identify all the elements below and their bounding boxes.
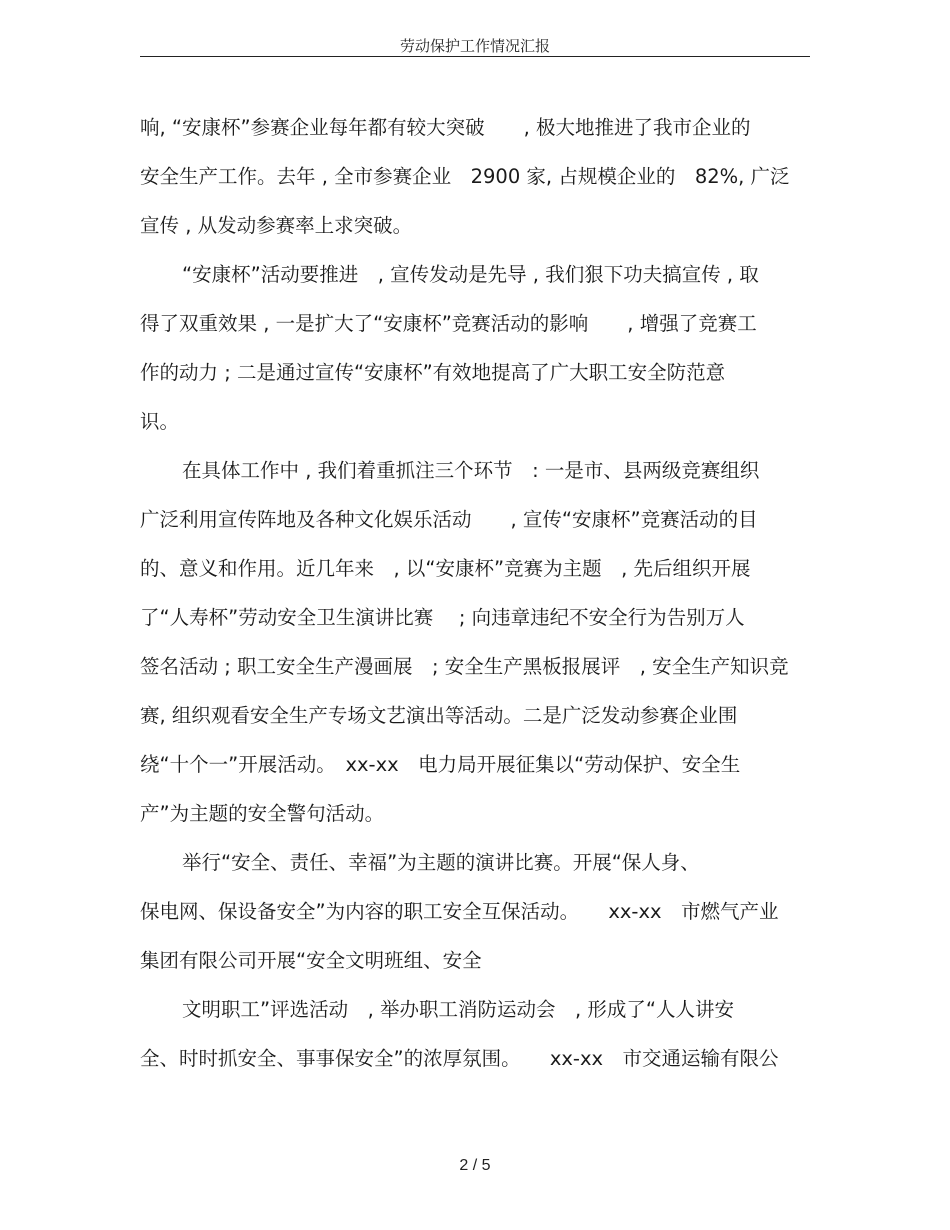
text-line: 绕“十个一”开展活动。 xx-xx 电力局开展征集以“劳动保护、安全生 [140,753,741,776]
text-line: 响, “安康杯”参赛企业每年都有较大突破 , 极大地推进了我市企业的 [140,116,751,139]
page-number: 2 / 5 [459,1157,491,1174]
text-line: 在具体工作中 , 我们着重抓注三个环节 : 一是市、县两级竞赛组织 [182,459,760,482]
text-line: 保电网、保设备安全”为内容的职工安全互保活动。 xx-xx 市燃气产业 [140,900,779,923]
text-line: 安全生产工作。去年 , 全市参赛企业 2900 家, 占规模企业的 82%, 广泛 [140,165,790,188]
text-line: 产”为主题的安全警句活动。 [140,802,385,825]
text-line: 赛, 组织观看安全生产专场文艺演出等活动。二是广泛发动参赛企业围 [140,704,738,727]
text-line: 得了双重效果 , 一是扩大了“安康杯”竞赛活动的影响 , 增强了竞赛工 [140,312,757,335]
text-line: 作的动力 ; 二是通过宣传“安康杯”有效地提高了广大职工安全防范意 [140,361,726,384]
text-line: 广泛利用宣传阵地及各种文化娱乐活动 , 宣传“安康杯”竞赛活动的目 [140,508,758,531]
text-line: 全、时时抓安全、事事保安全”的浓厚氛围。 xx-xx 市交通运输有限公 [140,1047,779,1070]
text-line: “安康杯”活动要推进 , 宣传发动是先导 , 我们狠下功夫搞宣传 , 取 [182,263,759,286]
text-line: 了“人寿杯”劳动安全卫生演讲比赛 ; 向违章违纪不安全行为告别万人 [140,606,745,629]
text-line: 的、意义和作用。近几年来 , 以“安康杯”竞赛为主题 , 先后组织开展 [140,557,751,580]
text-line: 举行“安全、责任、幸福”为主题的演讲比赛。开展“保人身、 [182,851,700,874]
text-line: 宣传 , 从发动参赛率上求突破。 [140,214,413,237]
text-line: 识。 [140,410,180,433]
text-line: 签名活动 ; 职工安全生产漫画展 ; 安全生产黑板报展评 , 安全生产知识竞 [140,655,789,678]
text-line: 文明职工”评选活动 , 举办职工消防运动会 , 形成了“人人讲安 [182,998,734,1021]
body-text [140,103,812,1083]
header-divider [140,56,810,57]
header-title: 劳动保护工作情况汇报 [399,37,550,55]
text-line: 集团有限公司开展“安全文明班组、安全 [140,949,482,972]
